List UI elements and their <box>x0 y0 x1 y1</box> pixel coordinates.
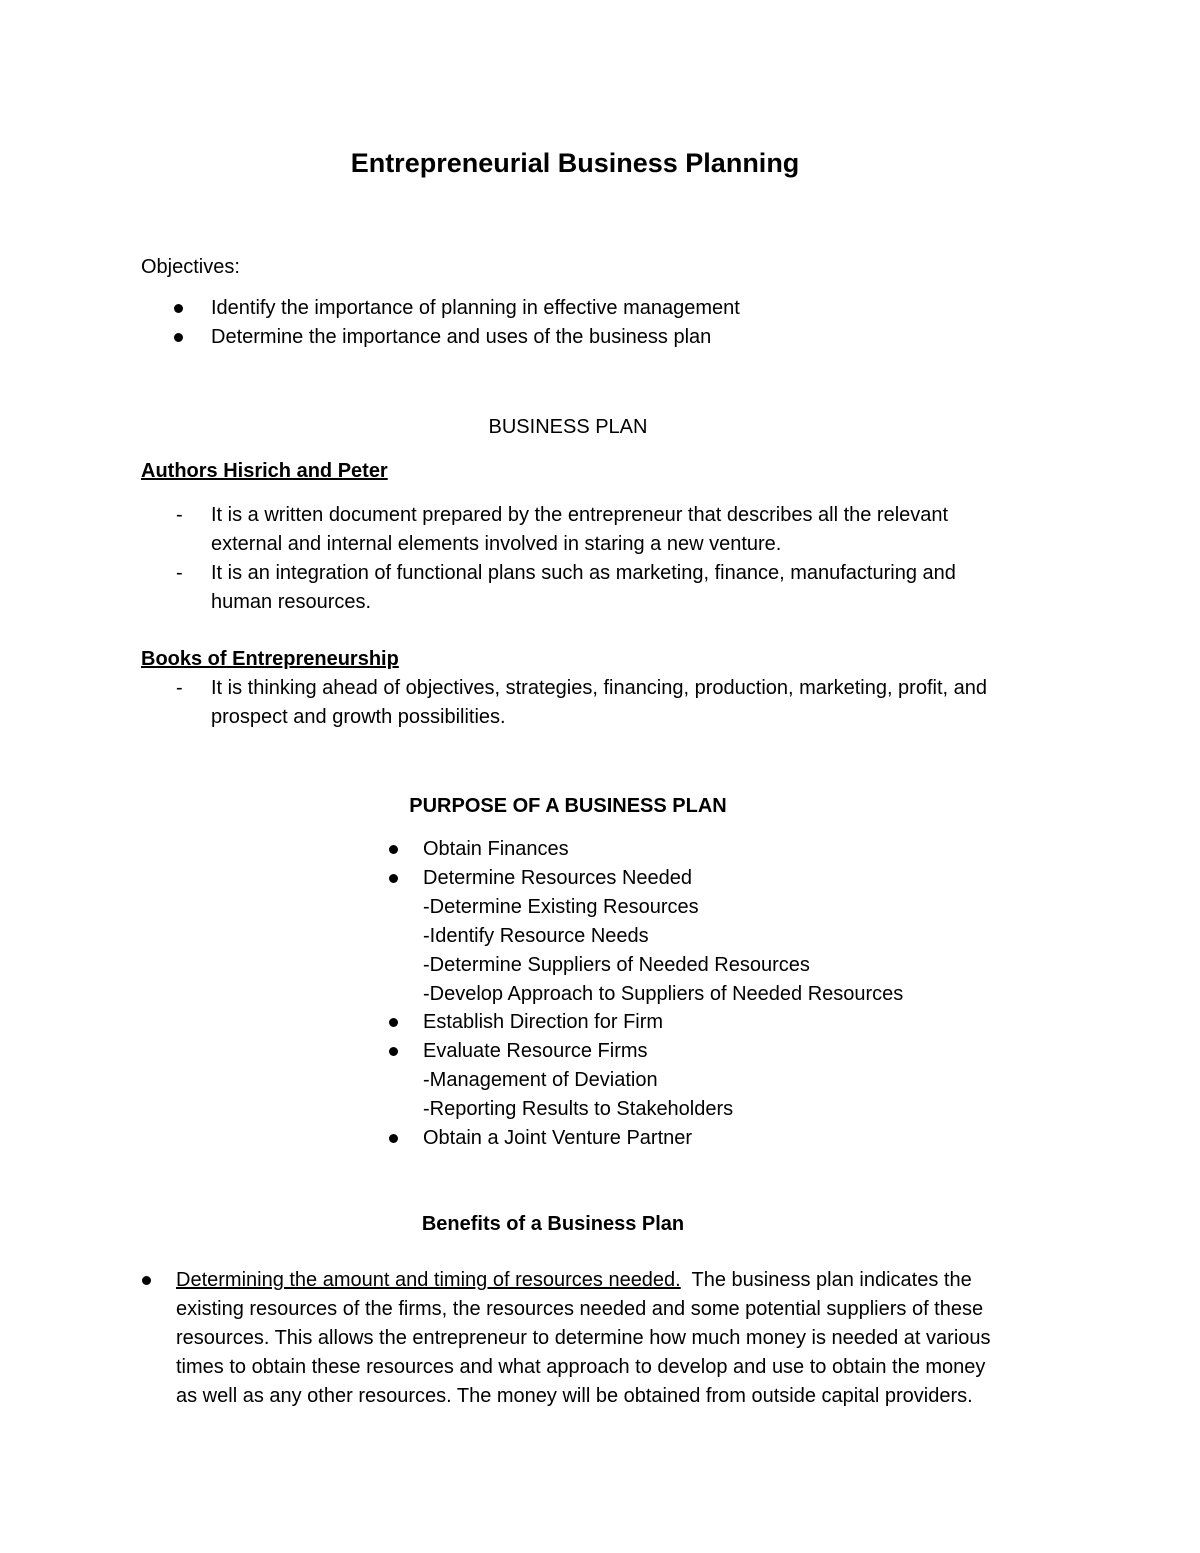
purpose-item: Determine Resources Needed <box>423 867 693 889</box>
purpose-subitem: -Management of Deviation <box>423 1069 658 1091</box>
benefit-first-line <box>176 1266 972 1295</box>
authors-item-line: external and internal elements involved in staring a new venture. <box>211 533 782 555</box>
bullet-icon <box>389 845 398 854</box>
dash-marker: - <box>176 677 183 699</box>
authors-item-line: It is a written document prepared by the entrepreneur that describes all the relevant <box>211 504 949 526</box>
dash-marker: - <box>176 504 183 526</box>
purpose-subitem: -Determine Existing Resources <box>423 896 699 918</box>
books-item-line: prospect and growth possibilities. <box>211 706 506 728</box>
bullet-icon <box>142 1276 151 1285</box>
bullet-icon <box>174 333 183 342</box>
bullet-icon <box>389 1047 398 1056</box>
document-title: Entrepreneurial Business Planning <box>350 148 800 178</box>
purpose-item: Obtain Finances <box>423 838 569 860</box>
purpose-item: Obtain a Joint Venture Partner <box>423 1127 693 1149</box>
purpose-subitem: -Reporting Results to Stakeholders <box>423 1098 734 1120</box>
books-heading: Books of Entrepreneurship <box>141 648 399 670</box>
bullet-icon <box>389 1018 398 1027</box>
bullet-icon <box>389 1134 398 1143</box>
benefit-text-line: as well as any other resources. The money will be obtained from outside capital providers. <box>176 1385 973 1407</box>
business-plan-heading: BUSINESS PLAN <box>488 416 648 438</box>
purpose-subitem: -Identify Resource Needs <box>423 925 649 947</box>
benefit-text-line: The business plan indicates the <box>691 1269 972 1291</box>
purpose-subitem: -Develop Approach to Suppliers of Needed Resources <box>423 983 904 1005</box>
objective-item: Determine the importance and uses of the business plan <box>211 326 712 348</box>
benefit-lead: Determining the amount and timing of resources needed. <box>176 1269 681 1291</box>
objective-item: Identify the importance of planning in effective management <box>211 297 740 319</box>
dash-marker: - <box>176 562 183 584</box>
bullet-icon <box>174 304 183 313</box>
benefit-text-line: times to obtain these resources and what approach to develop and use to obtain the money <box>176 1356 986 1378</box>
purpose-item: Evaluate Resource Firms <box>423 1040 648 1062</box>
authors-item-line: human resources. <box>211 591 372 613</box>
authors-heading: Authors Hisrich and Peter <box>141 460 388 482</box>
benefits-heading: Benefits of a Business Plan <box>421 1213 685 1235</box>
bullet-icon <box>389 874 398 883</box>
benefit-text-line: resources. This allows the entrepreneur to determine how much money is needed at various <box>176 1327 991 1349</box>
purpose-item: Establish Direction for Firm <box>423 1011 664 1033</box>
benefit-text-line: existing resources of the firms, the resources needed and some potential suppliers of these <box>176 1298 984 1320</box>
purpose-heading: PURPOSE OF A BUSINESS PLAN <box>409 795 727 817</box>
purpose-subitem: -Determine Suppliers of Needed Resources <box>423 954 810 976</box>
books-item-line: It is thinking ahead of objectives, strategies, financing, production, marketing, profit, and <box>211 677 987 699</box>
authors-item-line: It is an integration of functional plans such as marketing, finance, manufacturing and <box>211 562 956 584</box>
objectives-label: Objectives: <box>141 256 240 278</box>
